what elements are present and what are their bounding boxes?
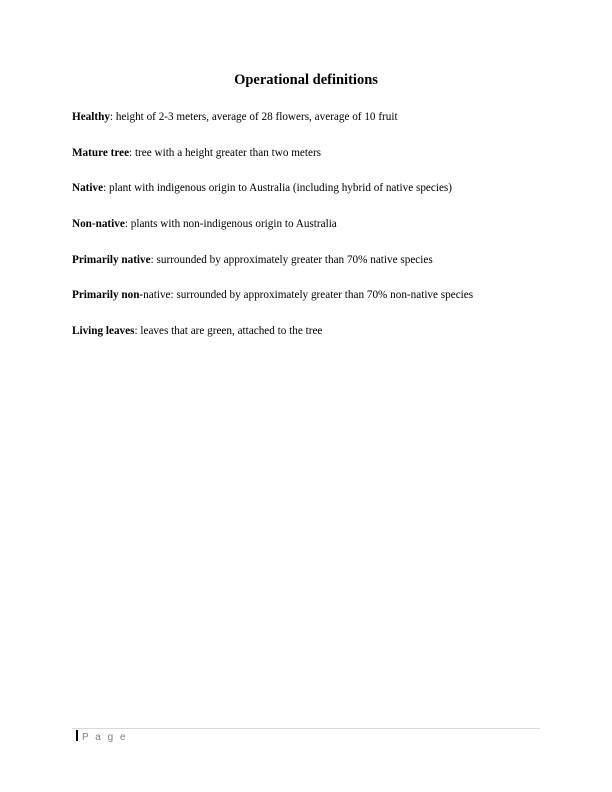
definition-primarily-non-native — [72, 287, 542, 303]
definitions-list — [72, 109, 542, 359]
definition-term: Non-native — [72, 218, 125, 231]
definition-text: : leaves that are green, attached to the tree — [134, 325, 323, 338]
definition-term: Living leaves — [72, 325, 135, 338]
definition-text: : plant with indigenous origin to Australia (including hybrid of native species) — [103, 182, 453, 195]
definition-non-native — [72, 216, 542, 232]
definition-living-leaves — [72, 323, 542, 339]
footer-divider — [72, 728, 540, 729]
definition-text: : plants with non-indigenous origin to Australia — [124, 218, 337, 231]
definition-term: Primarily non- — [72, 289, 144, 302]
definition-native — [72, 180, 542, 196]
footer-separator — [76, 730, 78, 741]
definition-primarily-native — [72, 252, 542, 268]
definition-term: Native — [72, 182, 104, 195]
definition-healthy — [72, 109, 542, 125]
definition-text: : height of 2-3 meters, average of 28 flowers, average of 10 fruit — [109, 111, 398, 123]
definition-text: : surrounded by approximately greater than 70% native species — [150, 253, 433, 266]
definition-term: Mature tree — [72, 146, 130, 159]
page-title: Operational definitions — [234, 72, 378, 88]
footer-page-label: P a g e — [82, 732, 128, 743]
page-footer — [76, 730, 128, 744]
definition-mature-tree — [72, 145, 542, 161]
definition-term: Healthy — [72, 111, 110, 123]
definition-text: native: surrounded by approximately greater than 70% non-native species — [143, 289, 474, 302]
definition-term: Primarily native — [72, 253, 151, 266]
definition-text: : tree with a height greater than two meters — [129, 146, 322, 159]
